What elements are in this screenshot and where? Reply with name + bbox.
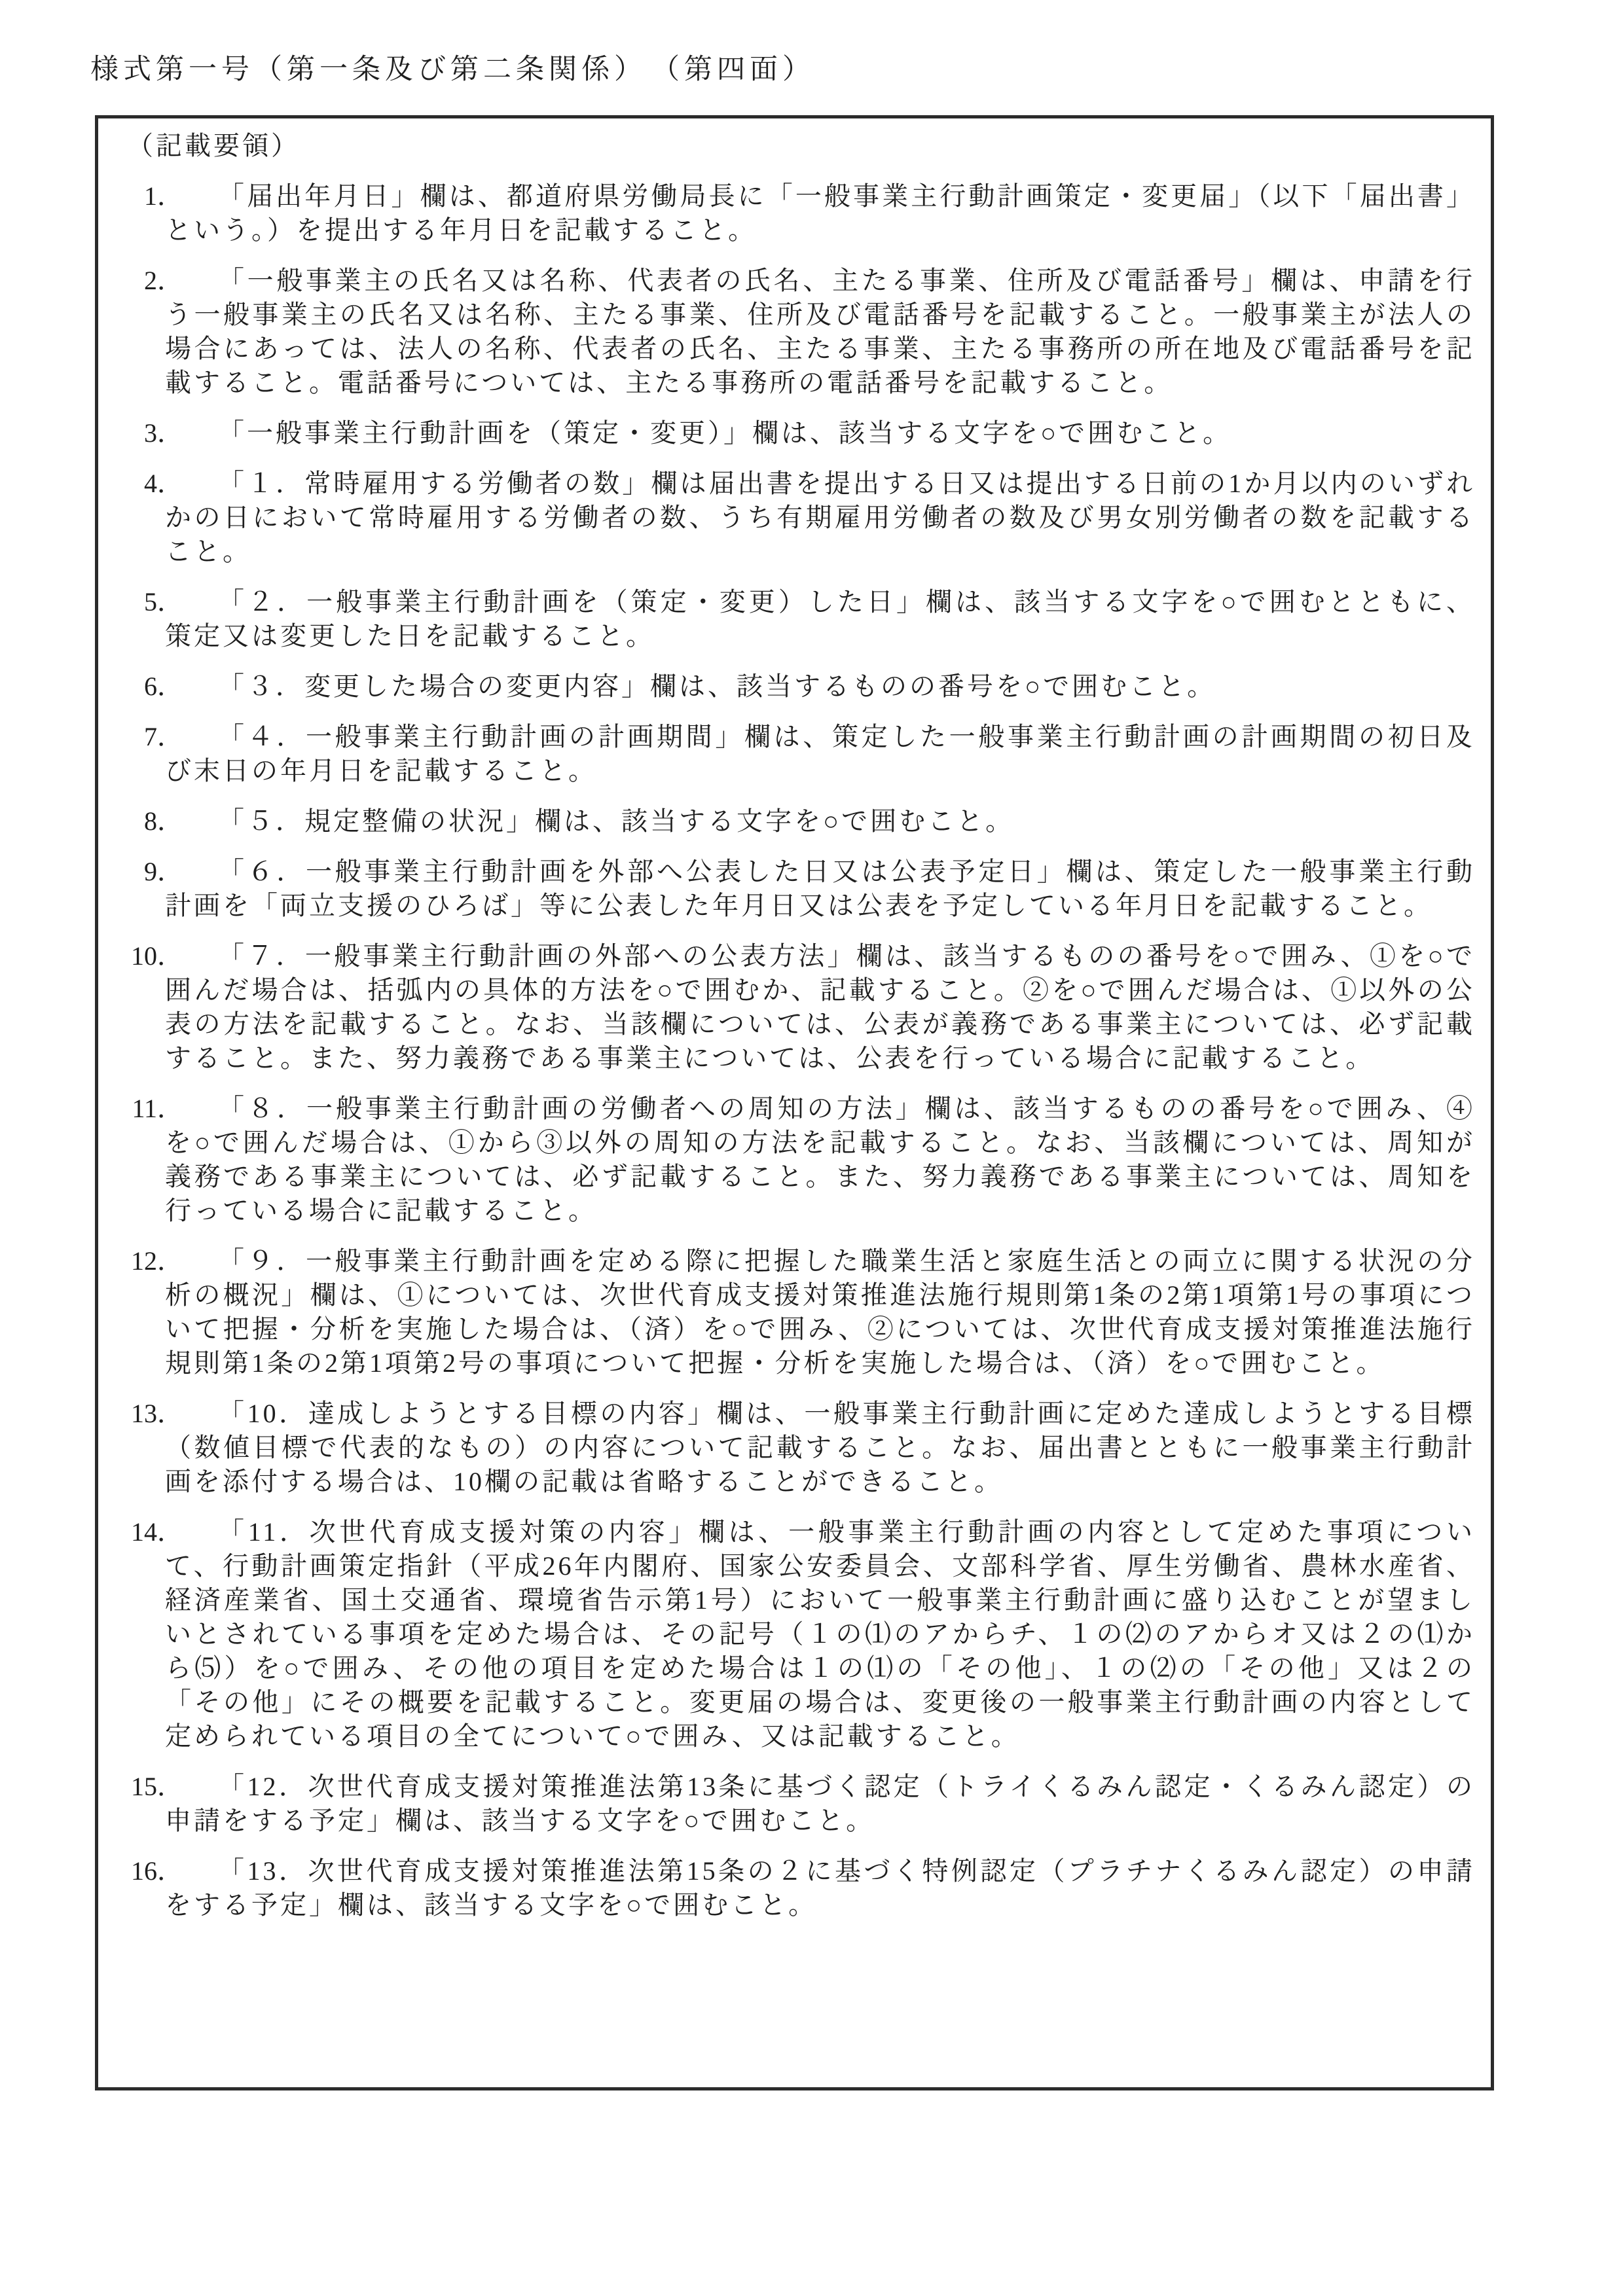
item-text: 「届出年月日」欄は、都道府県労働局長に「一般事業主行動計画策定・変更届」（以下「届出書」という。）を提出する年月日を記載すること。	[165, 181, 1475, 245]
item-text: 「６．一般事業主行動計画を外部へ公表した日又は公表予定日」欄は、策定した一般事業主行動計画を「両立支援のひろば」等に公表した年月日又は公表を予定している年月日を記載すること。	[165, 857, 1475, 920]
item-number: 5．	[144, 587, 183, 617]
item-number: 4．	[144, 469, 183, 498]
instruction-item-8	[118, 804, 1475, 838]
item-text: 「１．常時雇用する労働者の数」欄は届出書を提出する日又は提出する日前の1か月以内のいずれかの日において常時雇用する労働者の数、うち有期雇用労働者の数及び男女別労働者の数を記載すること。	[165, 469, 1475, 566]
instruction-item-11	[118, 1092, 1475, 1228]
instruction-item-7	[118, 720, 1475, 788]
item-number: 2．	[144, 266, 183, 295]
item-text: 「10．達成しようとする目標の内容」欄は、一般事業主行動計画に定めた達成しようとする目標（数値目標で代表的なもの）の内容について記載すること。なお、届出書とともに一般事業主行動計画を添付する場合は、10欄の記載は省略することができること。	[165, 1399, 1475, 1496]
instruction-item-14	[118, 1515, 1475, 1753]
item-number: 3．	[144, 418, 183, 448]
instruction-item-15	[118, 1770, 1475, 1838]
item-text: 「一般事業主行動計画を（策定・変更）」欄は、該当する文字を○で囲むこと。	[218, 418, 1232, 448]
item-text: 「５．規定整備の状況」欄は、該当する文字を○で囲むこと。	[218, 806, 1015, 836]
instruction-item-6	[118, 670, 1475, 704]
item-text: 「９．一般事業主行動計画を定める際に把握した職業生活と家庭生活との両立に関する状況の分析の概況」欄は、①については、次世代育成支援対策推進法施行規則第1条の2第1項第1号の事項について把握・分析を実施した場合は、（済）を○で囲み、②については、次世代育成支援対策推進法施行規則第1条の2第1項第2号の事項について把握・分析を実施した場合は、（済）を○で囲むこと。	[165, 1246, 1475, 1378]
item-number: 10．	[131, 941, 183, 971]
instruction-item-2	[118, 264, 1475, 400]
item-text: 「３．変更した場合の変更内容」欄は、該当するものの番号を○で囲むこと。	[218, 672, 1216, 701]
item-text: 「２．一般事業主行動計画を（策定・変更）した日」欄は、該当する文字を○で囲むとともに、策定又は変更した日を記載すること。	[165, 587, 1475, 651]
instruction-item-9	[118, 855, 1475, 923]
item-text: 「一般事業主の氏名又は名称、代表者の氏名、主たる事業、住所及び電話番号」欄は、申請を行う一般事業主の氏名又は名称、主たる事業、住所及び電話番号を記載すること。一般事業主が法人の場合にあっては、法人の名称、代表者の氏名、主たる事業、主たる事務所の所在地及び電話番号を記載すること。電話番号については、主たる事務所の電話番号を記載すること。	[165, 266, 1475, 397]
item-number: 1．	[144, 181, 183, 211]
instruction-item-13	[118, 1397, 1475, 1499]
item-number: 11．	[132, 1094, 183, 1123]
item-number: 13．	[131, 1399, 183, 1428]
item-number: 12．	[131, 1246, 183, 1276]
page-title: 様式第一号（第一条及び第二条関係） （第四面）	[90, 54, 815, 85]
instruction-item-1	[118, 179, 1475, 247]
item-number: 14．	[131, 1517, 183, 1547]
item-text: 「11．次世代育成支援対策の内容」欄は、一般事業主行動計画の内容として定めた事項について、行動計画策定指針（平成26年内閣府、国家公安委員会、文部科学省、厚生労働省、農林水産省、経済産業省、国土交通省、環境省告示第1号）において一般事業主行動計画に盛り込むことが望ましいとされている事項を定めた場合は、その記号（１の⑴のアからチ、１の⑵のアからオ又は２の⑴から⑸）を○で囲み、その他の項目を定めた場合は１の⑴の「その他」、１の⑵の「その他」又は２の「その他」にその概要を記載すること。変更届の場合は、変更後の一般事業主行動計画の内容として定められている項目の全てについて○で囲み、又は記載すること。	[165, 1517, 1475, 1751]
item-text: 「12．次世代育成支援対策推進法第13条に基づく認定（トライくるみん認定・くるみん認定）の申請をする予定」欄は、該当する文字を○で囲むこと。	[165, 1772, 1475, 1835]
instruction-item-16	[118, 1854, 1475, 1922]
item-number: 7．	[144, 722, 183, 751]
item-number: 6．	[144, 672, 183, 701]
instruction-item-4	[118, 467, 1475, 569]
item-text: 「４．一般事業主行動計画の計画期間」欄は、策定した一般事業主行動計画の計画期間の初日及び末日の年月日を記載すること。	[165, 722, 1475, 785]
item-text: 「13．次世代育成支援対策推進法第15条の２に基づく特例認定（プラチナくるみん認定）の申請をする予定」欄は、該当する文字を○で囲むこと。	[165, 1856, 1475, 1920]
instruction-box	[95, 115, 1494, 2090]
item-number: 8．	[144, 806, 183, 836]
item-number: 16．	[131, 1856, 183, 1886]
instruction-item-12	[118, 1244, 1475, 1380]
item-number: 15．	[131, 1772, 183, 1801]
item-text: 「７．一般事業主行動計画の外部への公表方法」欄は、該当するものの番号を○で囲み、①を○で囲んだ場合は、括弧内の具体的方法を○で囲むか、記載すること。②を○で囲んだ場合は、①以外の公表の方法を記載すること。なお、当該欄については、公表が義務である事業主については、必ず記載すること。また、努力義務である事業主については、公表を行っている場合に記載すること。	[165, 941, 1475, 1073]
instruction-item-5	[118, 585, 1475, 653]
item-number: 9．	[144, 857, 183, 886]
instruction-item-10	[118, 939, 1475, 1075]
instruction-item-3	[118, 416, 1475, 450]
box-heading: （記載要領）	[127, 131, 300, 160]
item-text: 「８．一般事業主行動計画の労働者への周知の方法」欄は、該当するものの番号を○で囲み、④を○で囲んだ場合は、①から③以外の周知の方法を記載すること。なお、当該欄については、周知が義務である事業主については、必ず記載すること。また、努力義務である事業主については、周知を行っている場合に記載すること。	[165, 1094, 1475, 1225]
